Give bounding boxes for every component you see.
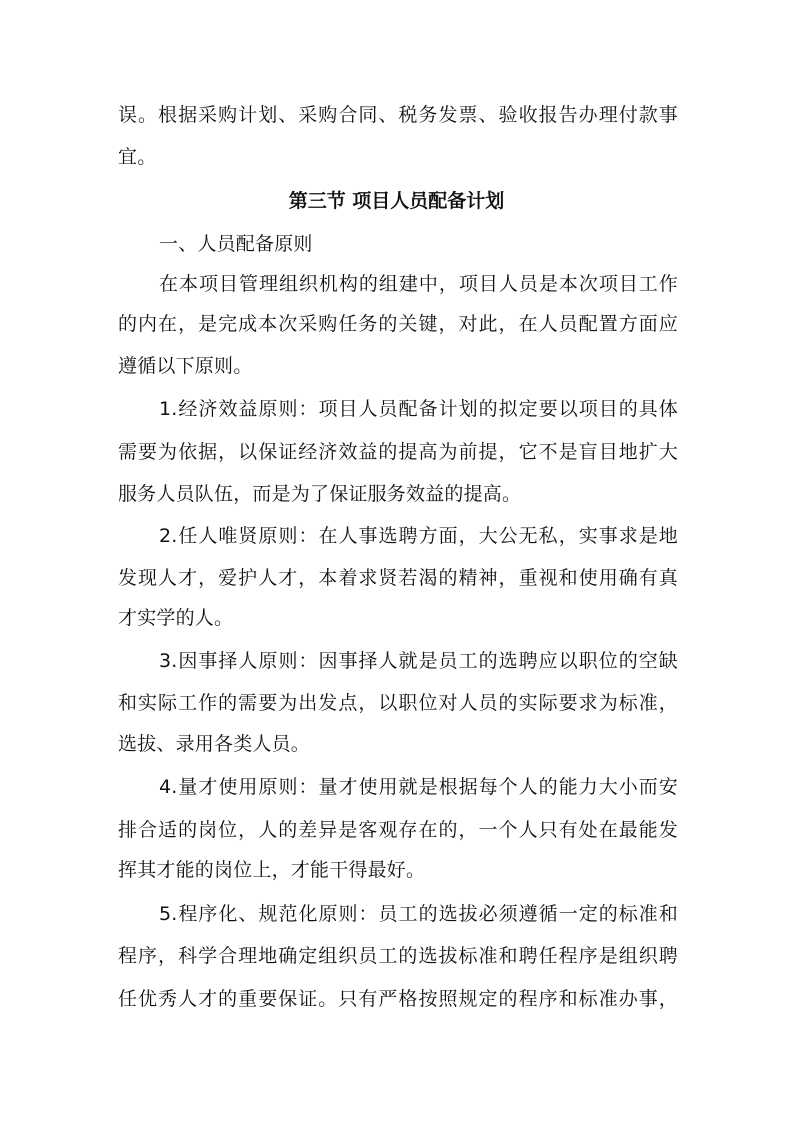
principle-item: 2.任人唯贤原则：在人事选聘方面，大公无私，实事求是地 <box>159 525 678 547</box>
paragraph-line: 需要为依据，以保证经济效益的提高为前提，它不是盲目地扩大 <box>118 441 678 463</box>
paragraph-line: 排合适的岗位，人的差异是客观存在的，一个人只有处在最能发 <box>118 819 678 841</box>
paragraph-line: 才实学的人。 <box>118 607 234 629</box>
paragraph-line: 遵循以下原则。 <box>118 355 253 377</box>
paragraph-line: 发现人才，爱护人才，本着求贤若渴的精神，重视和使用确有真 <box>118 567 678 589</box>
principle-item: 3.因事择人原则：因事择人就是员工的选聘应以职位的空缺 <box>159 650 678 672</box>
paragraph-line: 任优秀人才的重要保证。只有严格按照规定的程序和标准办事， <box>118 988 678 1010</box>
principle-item: 1.经济效益原则：项目人员配备计划的拟定要以项目的具体 <box>159 398 678 420</box>
text-line: 误。根据采购计划、采购合同、税务发票、验收报告办理付款事 <box>118 104 678 126</box>
principle-item: 4.量才使用原则：量才使用就是根据每个人的能力大小而安 <box>159 776 678 798</box>
paragraph-line: 的内在，是完成本次采购任务的关键，对此，在人员配置方面应 <box>118 313 678 335</box>
paragraph-line: 在本项目管理组织机构的组建中，项目人员是本次项目工作 <box>159 273 678 295</box>
section-heading: 第三节 项目人员配备计划 <box>288 190 505 212</box>
paragraph-line: 程序，科学合理地确定组织员工的选拔标准和聘任程序是组织聘 <box>118 945 678 967</box>
principle-item: 5.程序化、规范化原则：员工的选拔必须遵循一定的标准和 <box>159 903 678 925</box>
paragraph-line: 服务人员队伍，而是为了保证服务效益的提高。 <box>118 483 522 505</box>
paragraph-line: 和实际工作的需要为出发点，以职位对人员的实际要求为标准， <box>118 692 678 714</box>
paragraph-line: 选拔、录用各类人员。 <box>118 733 311 755</box>
subsection-heading: 一、人员配备原则 <box>159 233 313 255</box>
text-line: 宜。 <box>118 146 157 168</box>
paragraph-line: 挥其才能的岗位上，才能干得最好。 <box>118 859 426 881</box>
